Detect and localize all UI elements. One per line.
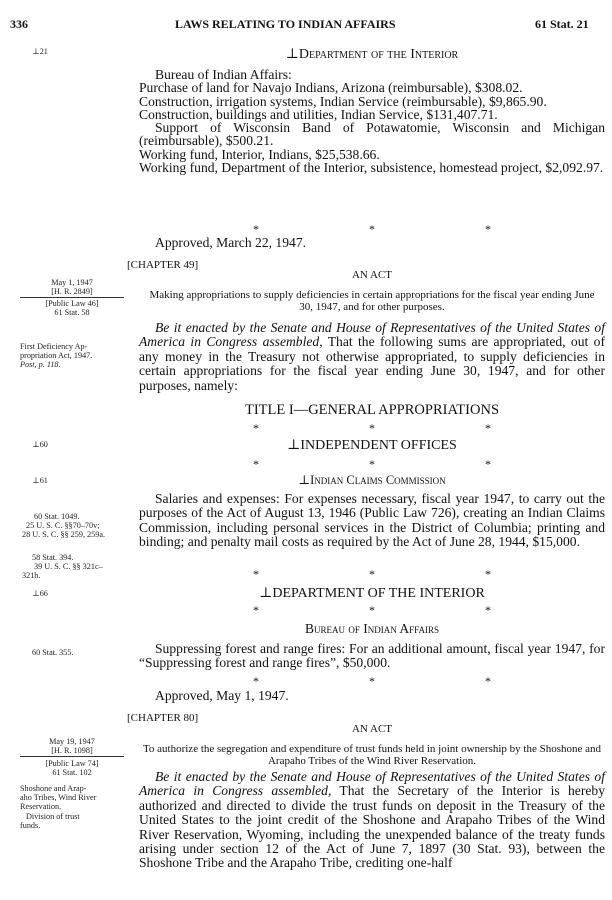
page-number: 336 [10,17,28,31]
page-mark: ⊥21 [32,47,48,56]
separator-stars: * * * [253,674,491,688]
page-mark: ⊥61 [32,476,48,485]
separator-stars: * * * [253,567,491,581]
item: Construction, buildings and utilities, Indian Service, $131,407.71. [139,106,498,122]
section-body [139,68,605,174]
bureau-heading: Bureau of Indian Affairs [305,621,439,636]
stat-reference: 61 Stat. 21 [535,17,589,31]
separator-stars: * * * [253,421,491,435]
margin-rule [20,297,124,298]
item: Construction, irrigation systems, Indian Service (reimbursable), $9,865.90. [139,93,547,109]
item: Working fund, Department of the Interior, subsistence, homestead project, $2,092.97. [139,160,604,176]
item: Purchase of land for Navajo Indians, Arizona (reimbursable), $308.02. [139,80,523,96]
chapter-label: [CHAPTER 80] [127,712,199,724]
margin-citation: [Public Law 46] 61 Stat. 58 [45,299,99,318]
page-mark: ⊥60 [32,440,48,449]
margin-citation: May 19, 1947 [H. R. 1098] [49,737,95,756]
margin-note: Shoshone and Arap- aho Tribes, Wind River Reservation. Division of trust funds. [20,784,97,830]
item: Working fund, Interior, Indians, $25,538.66. [139,146,380,162]
page-mark: ⊥66 [32,589,48,598]
running-title: LAWS RELATING TO INDIAN AFFAIRS [175,17,396,31]
margin-citation: 60 Stat. 355. [32,648,74,657]
act-summary: Making appropriations to supply deficiencies in certain appropriations for the fiscal year ending June 30, 1947, and for other purposes. [149,289,595,313]
independent-offices-heading: ⊥INDEPENDENT OFFICES [287,438,457,453]
enacting-clause: Be it enacted by the Senate and House of Representatives of the United States of America in Congress assembled, That the Secretary of the Interior is hereby authorized and directed to divide the trust funds on deposit in the Treasury of the United States to the joint credit of the Shoshone and Arapaho Tribes of the Wind River Reservation, Wyoming, including the unexpended balance of the treaty funds arising under section 12 of the Act of June 7, 1897 (30 Stat. 93), between the Shoshone Tribe and the Arapaho Tribe, crediting one-half [139,769,605,871]
margin-citation: [Public Law 74] 61 Stat. 102 [45,759,99,778]
separator-stars: * * * [253,222,491,236]
interior-heading: ⊥DEPARTMENT OF THE INTERIOR [259,586,485,601]
act-summary: To authorize the segregation and expenditure of trust funds held in joint ownership by the Shoshone and Arapaho Tribes of the Wind River Reservation. [142,743,602,767]
act-label: AN ACT [351,723,393,735]
act-label: AN ACT [351,269,393,281]
section-heading: ⊥Department of the Interior [285,47,459,62]
margin-note: First Deficiency Ap- propriation Act, 1947. Post, p. 118. [20,342,93,370]
separator-stars: * * * [253,457,491,471]
enacting-clause: Be it enacted by the Senate and House of Representatives of the United States of America in Congress assembled, That the following sums are appropriated, out of any money in the Treasury not otherwise appropriated, to supply deficiencies in certain appropriations for the fiscal year ending June 30, 1947, and for other purposes, namely: [139,320,605,393]
forest-paragraph: Suppressing forest and range fires: For an additional amount, fiscal year 1947, for “Suppressing forest and range fires”, $50,000. [139,641,605,671]
margin-citation: 58 Stat. 394. 39 U. S. C. §§ 321c– 321h. [22,553,103,581]
approved-date: Approved, May 1, 1947. [155,688,289,703]
margin-rule [20,756,124,757]
separator-stars: * * * [253,603,491,617]
margin-citation: 60 Stat. 1049. 25 U. S. C. §§70–70v; 28 U. S. C. §§ 259, 259a. [22,512,106,540]
chapter-label: [CHAPTER 49] [127,259,199,271]
commission-heading: ⊥Indian Claims Commission [298,473,446,487]
approved-date: Approved, March 22, 1947. [155,235,307,250]
salaries-paragraph: Salaries and expenses: For expenses necessary, fiscal year 1947, to carry out the purposes of the Act of August 13, 1946 (Public Law 726), creating an Indian Claims Commission, including personal services in the District of Columbia; printing and binding; and penalty mail costs as required by the Act of June 28, 1944, $15,000. [139,491,605,550]
support-item: Support of Wisconsin Band of Potawatomie, Wisconsin and Michigan (reimbursable), $500.21. [139,120,605,149]
margin-citation: May 1, 1947 [H. R. 2849] [51,278,93,297]
title-heading: TITLE I—GENERAL APPROPRIATIONS [244,402,500,418]
bureau-label: Bureau of Indian Affairs: [155,67,292,82]
